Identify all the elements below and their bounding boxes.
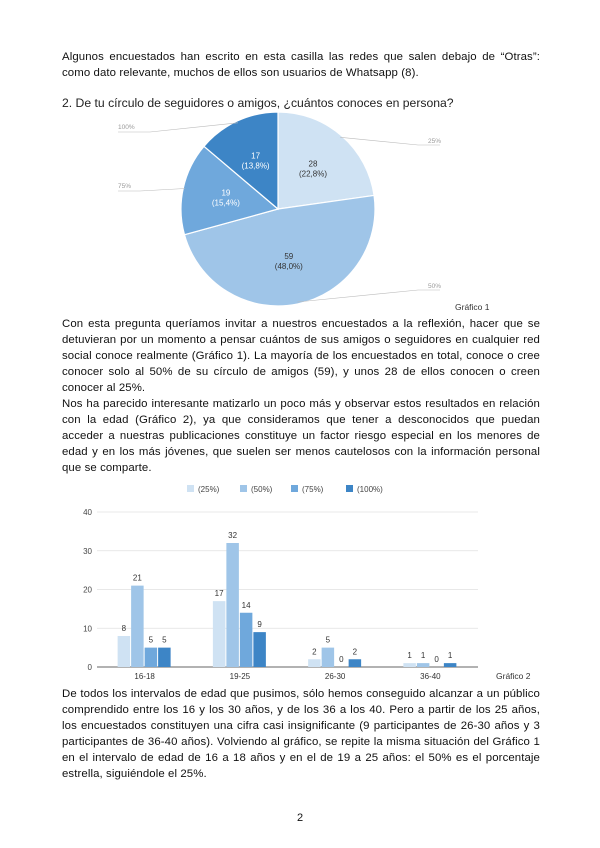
- y-tick-label: 20: [83, 585, 92, 595]
- bar-16-18-25: [118, 636, 131, 667]
- bar-36-40-50: [417, 663, 430, 667]
- bar-value-label: 1: [420, 651, 426, 661]
- bar-caption: Gráfico 2: [496, 671, 531, 681]
- intro-paragraph: Algunos encuestados han escrito en esta casilla las redes que salen debajo de “Otras”: como dato relevante, muchos de ellos son usuarios de Whatsapp (8).: [62, 51, 540, 79]
- y-tick-label: 30: [83, 546, 92, 556]
- bar-19-25-50: [226, 543, 239, 667]
- bar-36-40-25: [403, 663, 416, 667]
- bar-value-label: 17: [214, 589, 224, 599]
- legend-label: (50%): [251, 485, 273, 494]
- legend-swatch: [291, 485, 298, 492]
- bar-value-label: 5: [148, 635, 154, 645]
- bar-36-40-100: [444, 663, 457, 667]
- pie-pct-label: (15,4%): [211, 198, 240, 208]
- page-number: 2: [296, 812, 304, 824]
- bar-26-30-100: [349, 659, 362, 667]
- x-tick-label: 36-40: [420, 672, 441, 680]
- bar-value-label: 21: [132, 573, 142, 583]
- bar-19-25-25: [213, 601, 226, 667]
- y-tick-label: 10: [83, 624, 92, 634]
- legend-label: (25%): [198, 485, 220, 494]
- pie-pct-label: (22,8%): [298, 169, 328, 179]
- bar-value-label: 1: [447, 651, 453, 661]
- x-tick-label: 26-30: [324, 672, 346, 680]
- question-heading: 2. De tu círculo de seguidores o amigos, ¿cuántos conoces en persona?: [62, 96, 454, 110]
- y-tick-label: 40: [83, 508, 92, 517]
- pie-count-label: 28: [308, 159, 318, 169]
- pie-count-label: 17: [251, 151, 261, 161]
- legend-label: (100%): [357, 485, 383, 494]
- bar-26-30-25: [308, 659, 321, 667]
- bar-value-label: 0: [434, 655, 439, 664]
- bar-value-label: 5: [162, 635, 167, 645]
- bar-value-label: 9: [257, 620, 262, 630]
- paragraph-1: Con esta pregunta queríamos invitar a nuestros encuestados a la reflexión, hacer que se detuvieran por un momento a pensar cuántos de sus amigos o seguidores en cualquier red social conoce realmente (Gráfico 1). La mayoría de los encuestados en total, conoce o cree conocer solo al 50% de su círculo de amigos (59), y unos 28 de ellos conocen o creen conocer al 25%.: [62, 318, 540, 394]
- pie-pct-label: (13,8%): [241, 161, 270, 171]
- bar-value-label: 5: [325, 635, 331, 645]
- pie-leader-line: [340, 137, 440, 145]
- bar-value-label: 32: [228, 531, 238, 540]
- pie-count-label: 19: [221, 188, 231, 198]
- bar-value-label: 2: [352, 647, 358, 657]
- bar-value-label: 1: [407, 651, 412, 661]
- legend-swatch: [240, 485, 247, 492]
- legend-swatch: [187, 485, 194, 492]
- pie-category-label: 25%: [428, 138, 442, 145]
- bar-value-label: 14: [241, 600, 251, 610]
- x-tick-label: 16-18: [134, 672, 155, 680]
- bar-26-30-50: [322, 648, 335, 667]
- bar-16-18-75: [145, 648, 158, 667]
- pie-count-label: 59: [284, 252, 294, 262]
- pie-pct-label: (48,0%): [274, 262, 303, 272]
- y-tick-label: 0: [87, 663, 92, 672]
- bar-16-18-100: [158, 648, 171, 667]
- legend-swatch: [346, 485, 353, 492]
- bar-19-25-75: [240, 613, 253, 667]
- bar-value-label: 8: [121, 624, 127, 633]
- legend-label: (75%): [302, 485, 324, 494]
- pie-category-label: 75%: [118, 183, 132, 190]
- pie-caption: Gráfico 1: [455, 302, 490, 312]
- bar-16-18-50: [131, 586, 144, 667]
- pie-category-label: 50%: [428, 283, 442, 290]
- bar-value-label: 0: [339, 655, 344, 664]
- pie-category-label: 100%: [118, 124, 135, 131]
- bar-chart: [0, 480, 600, 680]
- paragraph-2: Nos ha parecido interesante matizarlo un poco más y observar estos resultados en relación con la edad (Gráfico 2), ya que consideramos que tener a desconocidos que puedan acceder a nuestras publicaciones constituye un factor riesgo especial en los menores de edad y en los más jóvenes, que suelen ser menos cautelosos con la información personal que se comparte.: [62, 398, 540, 474]
- bar-19-25-100: [253, 632, 266, 667]
- paragraph-3: De todos los intervalos de edad que pusimos, sólo hemos conseguido alcanzar a un público comprendido entre los 16 y los 30 años, y de los 36 a los 40. Pero a partir de los 25 años, los encuestados constituyen una cifra casi insignificante (9 participantes de 26-30 años y 3 participantes de 36-40 años). Volviendo al gráfico, se repite la misma situación del Gráfico 1 en el intervalo de edad de 16 a 18 años y en el de 19 a 25 años: el 50% es el porcentaje estrella, siguiéndole el 25%.: [62, 688, 540, 780]
- pie-slice-25pct: [278, 112, 374, 209]
- bar-value-label: 2: [312, 647, 317, 657]
- x-tick-label: 19-25: [229, 672, 251, 680]
